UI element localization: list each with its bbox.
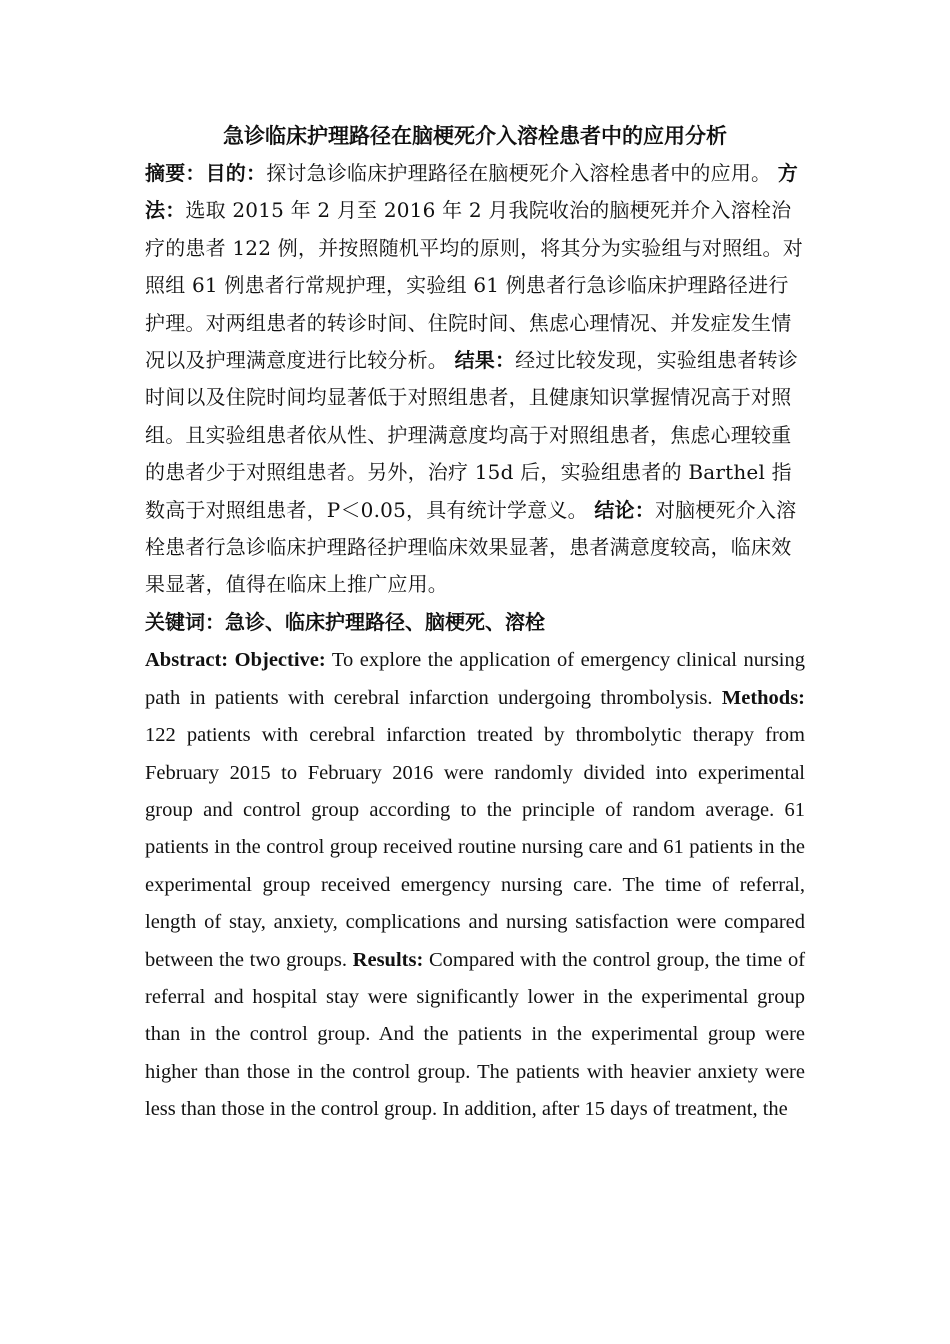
keywords-text: 关键词：急诊、临床护理路径、脑梗死、溶栓 xyxy=(145,609,545,634)
objective-label-en: Objective: xyxy=(234,649,326,672)
methods-label-cn: 方法： xyxy=(145,161,798,223)
methods-text-cn: 选取 2015 年 2 月至 2016 年 2 月我院收治的脑梗死并介入溶栓治疗的患者 122 例，并按照随机平均的原则，将其分为实验组与对照组。对照组 61 例患者行常规护理，实验组 61 例患者行急诊临床护理路径进行护理。对两组患者的转诊时间、住院时间、焦虑心理情况、并发症发生情况以及护理满意度进行比较分析。 xyxy=(145,198,803,373)
objective-label-cn: 目的： xyxy=(205,161,267,185)
abstract-label-cn: 摘要： xyxy=(145,161,206,185)
results-text-en: Compared with the control group, the time of referral and hospital stay were significantly lower in the experimental group than in the control group. And the patients in the experimental group were higher than those in the control group. The patients with heavier anxiety were less than those in the control group. In addition, after 15 days of treatment, the xyxy=(145,948,806,1121)
results-label-en: Results: xyxy=(352,948,424,971)
paper-title: 急诊临床护理路径在脑梗死介入溶栓患者中的应用分析 xyxy=(223,124,727,148)
methods-label-en: Methods: xyxy=(721,686,806,709)
abstract-english xyxy=(145,642,805,1128)
objective-text-en: To explore the application of emergency clinical nursing path in patients with cerebral infarction undergoing thrombolysis. xyxy=(145,649,805,709)
abstract-chinese xyxy=(145,155,805,604)
keywords-line xyxy=(145,604,805,642)
results-label-cn: 结果： xyxy=(454,348,516,373)
abstract-label-en: Abstract: xyxy=(145,649,229,672)
objective-text-cn: 探讨急诊临床护理路径在脑梗死介入溶栓患者中的应用。 xyxy=(266,161,772,185)
conclusion-label-cn: 结论： xyxy=(594,497,655,522)
methods-text-en: 122 patients with cerebral infarction treated by thrombolytic therapy from February 2015 to February 2016 were randomly divided into experimental group and control group according to the principle of random average. 61 patients in the control group received routine nursing care and 61 patients in the experimental group received emergency nursing care. The time of referral, length of stay, anxiety, complications and nursing satisfaction were compared between the two groups. xyxy=(145,724,805,971)
conclusion-text-cn: 对脑梗死介入溶栓患者行急诊临床护理路径护理临床效果显著，患者满意度较高，临床效果显著，值得在临床上推广应用。 xyxy=(145,497,797,597)
document-page xyxy=(145,118,805,1129)
results-text-cn: 经过比较发现，实验组患者转诊时间以及住院时间均显著低于对照组患者，且健康知识掌握情况高于对照组。且实验组患者依从性、护理满意度均高于对照组患者，焦虑心理较重的患者少于对照组患者。另外，治疗 15d 后，实验组患者的 Barthel 指数高于对照组患者，P＜0.05，具有统计学意义。 xyxy=(145,348,798,522)
